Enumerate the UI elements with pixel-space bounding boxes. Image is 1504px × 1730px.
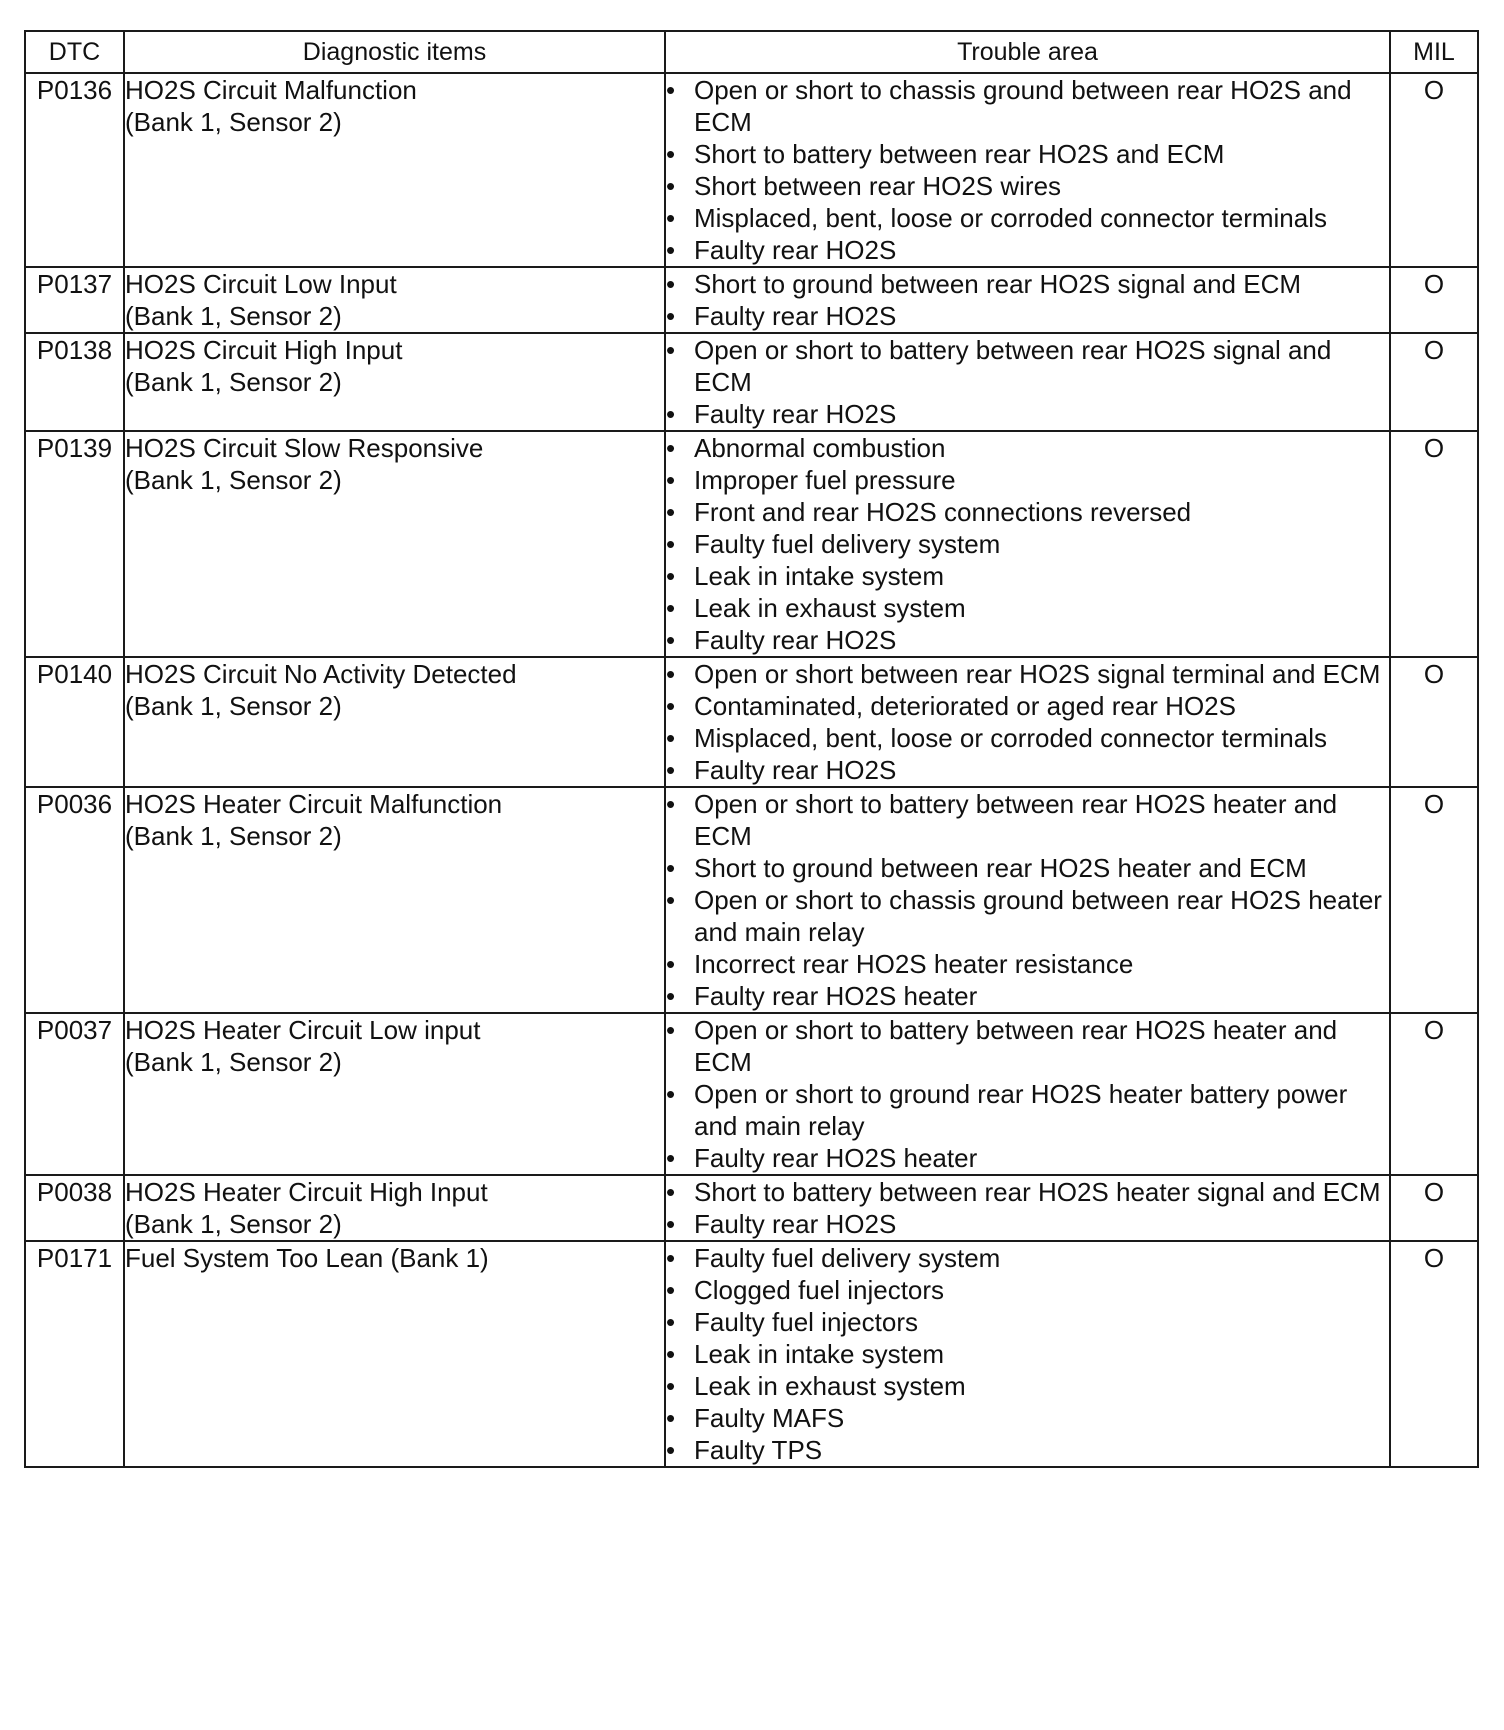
trouble-area-item: • Short to ground between rear HO2S heater and ECM (666, 852, 1389, 884)
trouble-area-item: • Leak in intake system (666, 1338, 1389, 1370)
trouble-area-item: • Open or short to battery between rear HO2S signal and ECM (666, 334, 1389, 398)
trouble-area-item: • Open or short to battery between rear HO2S heater and ECM (666, 788, 1389, 852)
diagnostic-item-line: (Bank 1, Sensor 2) (125, 465, 342, 495)
trouble-area-item: • Clogged fuel injectors (666, 1274, 1389, 1306)
trouble-area-item: • Faulty MAFS (666, 1402, 1389, 1434)
mil-indicator: O (1423, 659, 1445, 689)
mil-cell (1390, 1013, 1478, 1175)
trouble-area-item: • Open or short between rear HO2S signal terminal and ECM (666, 658, 1389, 690)
trouble-area-cell (665, 1241, 1390, 1467)
trouble-area-list (666, 1242, 1389, 1466)
trouble-area-item: • Improper fuel pressure (666, 464, 1389, 496)
diagnostic-item-line: HO2S Circuit No Activity Detected (125, 659, 517, 689)
mil-indicator: O (1423, 1177, 1445, 1207)
trouble-area-cell (665, 333, 1390, 431)
diagnostic-item-cell (124, 267, 665, 333)
trouble-area-cell (665, 431, 1390, 657)
diagnostic-item-line: (Bank 1, Sensor 2) (125, 107, 342, 137)
trouble-area-list (666, 788, 1389, 1012)
diagnostic-item-line: HO2S Heater Circuit High Input (125, 1177, 488, 1207)
trouble-area-item: • Faulty fuel delivery system (666, 1242, 1389, 1274)
trouble-area-item: • Short to ground between rear HO2S signal and ECM (666, 268, 1389, 300)
table-row (25, 431, 1478, 657)
mil-cell (1390, 73, 1478, 267)
trouble-area-list (666, 432, 1389, 656)
diagnostic-item-cell (124, 1175, 665, 1241)
diagnostic-item-line: (Bank 1, Sensor 2) (125, 691, 342, 721)
header-diagnostic-items: Diagnostic items (124, 31, 665, 73)
trouble-area-item: • Faulty rear HO2S (666, 1208, 1389, 1240)
table-row (25, 1241, 1478, 1467)
table-header (25, 31, 1478, 73)
dtc-code: P0139 (25, 431, 124, 657)
diagnostic-item-line: HO2S Heater Circuit Malfunction (125, 789, 503, 819)
mil-indicator: O (1423, 1243, 1445, 1273)
dtc-code: P0171 (25, 1241, 124, 1467)
trouble-area-item: • Open or short to ground rear HO2S heater battery power and main relay (666, 1078, 1389, 1142)
trouble-area-item: • Leak in exhaust system (666, 1370, 1389, 1402)
trouble-area-item: • Faulty rear HO2S (666, 754, 1389, 786)
mil-indicator: O (1423, 433, 1445, 463)
dtc-code: P0038 (25, 1175, 124, 1241)
trouble-area-cell (665, 1013, 1390, 1175)
trouble-area-list (666, 334, 1389, 430)
trouble-area-item: • Incorrect rear HO2S heater resistance (666, 948, 1389, 980)
trouble-area-item: • Open or short to battery between rear HO2S heater and ECM (666, 1014, 1389, 1078)
dtc-code: P0138 (25, 333, 124, 431)
trouble-area-item: • Faulty rear HO2S (666, 234, 1389, 266)
trouble-area-list (666, 1176, 1389, 1240)
diagnostic-item-line: (Bank 1, Sensor 2) (125, 821, 342, 851)
diagnostic-item-line: (Bank 1, Sensor 2) (125, 367, 342, 397)
diagnostic-item-cell (124, 73, 665, 267)
table-row (25, 73, 1478, 267)
mil-cell (1390, 431, 1478, 657)
dtc-code: P0137 (25, 267, 124, 333)
mil-cell (1390, 787, 1478, 1013)
trouble-area-item: • Front and rear HO2S connections reversed (666, 496, 1389, 528)
trouble-area-item: • Faulty fuel injectors (666, 1306, 1389, 1338)
diagnostic-item-line: (Bank 1, Sensor 2) (125, 301, 342, 331)
trouble-area-cell (665, 1175, 1390, 1241)
trouble-area-item: • Short to battery between rear HO2S and ECM (666, 138, 1389, 170)
trouble-area-item: • Misplaced, bent, loose or corroded connector terminals (666, 722, 1389, 754)
trouble-area-item: • Faulty rear HO2S (666, 624, 1389, 656)
trouble-area-item: • Abnormal combustion (666, 432, 1389, 464)
diagnostic-item-line: HO2S Heater Circuit Low input (125, 1015, 481, 1045)
mil-indicator: O (1423, 1015, 1445, 1045)
header-mil: MIL (1390, 31, 1478, 73)
trouble-area-item: • Misplaced, bent, loose or corroded connector terminals (666, 202, 1389, 234)
trouble-area-item: • Leak in exhaust system (666, 592, 1389, 624)
trouble-area-item: • Contaminated, deteriorated or aged rear HO2S (666, 690, 1389, 722)
trouble-area-list (666, 268, 1389, 332)
mil-cell (1390, 267, 1478, 333)
mil-indicator: O (1423, 789, 1445, 819)
diagnostic-item-line: (Bank 1, Sensor 2) (125, 1047, 342, 1077)
diagnostic-item-cell (124, 431, 665, 657)
header-trouble-area: Trouble area (665, 31, 1390, 73)
mil-indicator: O (1423, 75, 1445, 105)
dtc-table (24, 30, 1479, 1468)
trouble-area-item: • Short to battery between rear HO2S heater signal and ECM (666, 1176, 1389, 1208)
trouble-area-item: • Open or short to chassis ground between rear HO2S heater and main relay (666, 884, 1389, 948)
dtc-code: P0140 (25, 657, 124, 787)
mil-indicator: O (1423, 335, 1445, 365)
diagnostic-item-line: Fuel System Too Lean (Bank 1) (125, 1243, 489, 1273)
trouble-area-item: • Short between rear HO2S wires (666, 170, 1389, 202)
trouble-area-item: • Open or short to chassis ground between rear HO2S and ECM (666, 74, 1389, 138)
trouble-area-item: • Faulty TPS (666, 1434, 1389, 1466)
diagnostic-item-cell (124, 1241, 665, 1467)
trouble-area-item: • Faulty rear HO2S heater (666, 1142, 1389, 1174)
trouble-area-list (666, 1014, 1389, 1174)
trouble-area-item: • Faulty rear HO2S heater (666, 980, 1389, 1012)
trouble-area-list (666, 74, 1389, 266)
mil-cell (1390, 333, 1478, 431)
trouble-area-cell (665, 267, 1390, 333)
diagnostic-item-line: HO2S Circuit High Input (125, 335, 403, 365)
trouble-area-item: • Faulty rear HO2S (666, 398, 1389, 430)
diagnostic-item-line: HO2S Circuit Slow Responsive (125, 433, 484, 463)
header-dtc: DTC (25, 31, 124, 73)
trouble-area-cell (665, 73, 1390, 267)
trouble-area-item: • Leak in intake system (666, 560, 1389, 592)
diagnostic-item-line: HO2S Circuit Malfunction (125, 75, 417, 105)
table-row (25, 333, 1478, 431)
diagnostic-item-cell (124, 333, 665, 431)
table-row (25, 657, 1478, 787)
diagnostic-item-cell (124, 787, 665, 1013)
mil-indicator: O (1423, 269, 1445, 299)
diagnostic-item-line: HO2S Circuit Low Input (125, 269, 397, 299)
diagnostic-item-cell (124, 1013, 665, 1175)
table-body (25, 73, 1478, 1467)
dtc-code: P0036 (25, 787, 124, 1013)
table-row (25, 1013, 1478, 1175)
trouble-area-cell (665, 787, 1390, 1013)
diagnostic-item-line: (Bank 1, Sensor 2) (125, 1209, 342, 1239)
trouble-area-cell (665, 657, 1390, 787)
trouble-area-list (666, 658, 1389, 786)
header-row (25, 31, 1478, 73)
table-row (25, 1175, 1478, 1241)
mil-cell (1390, 1175, 1478, 1241)
trouble-area-item: • Faulty rear HO2S (666, 300, 1389, 332)
table-row (25, 267, 1478, 333)
mil-cell (1390, 657, 1478, 787)
dtc-code: P0037 (25, 1013, 124, 1175)
dtc-code: P0136 (25, 73, 124, 267)
table-row (25, 787, 1478, 1013)
mil-cell (1390, 1241, 1478, 1467)
trouble-area-item: • Faulty fuel delivery system (666, 528, 1389, 560)
diagnostic-item-cell (124, 657, 665, 787)
